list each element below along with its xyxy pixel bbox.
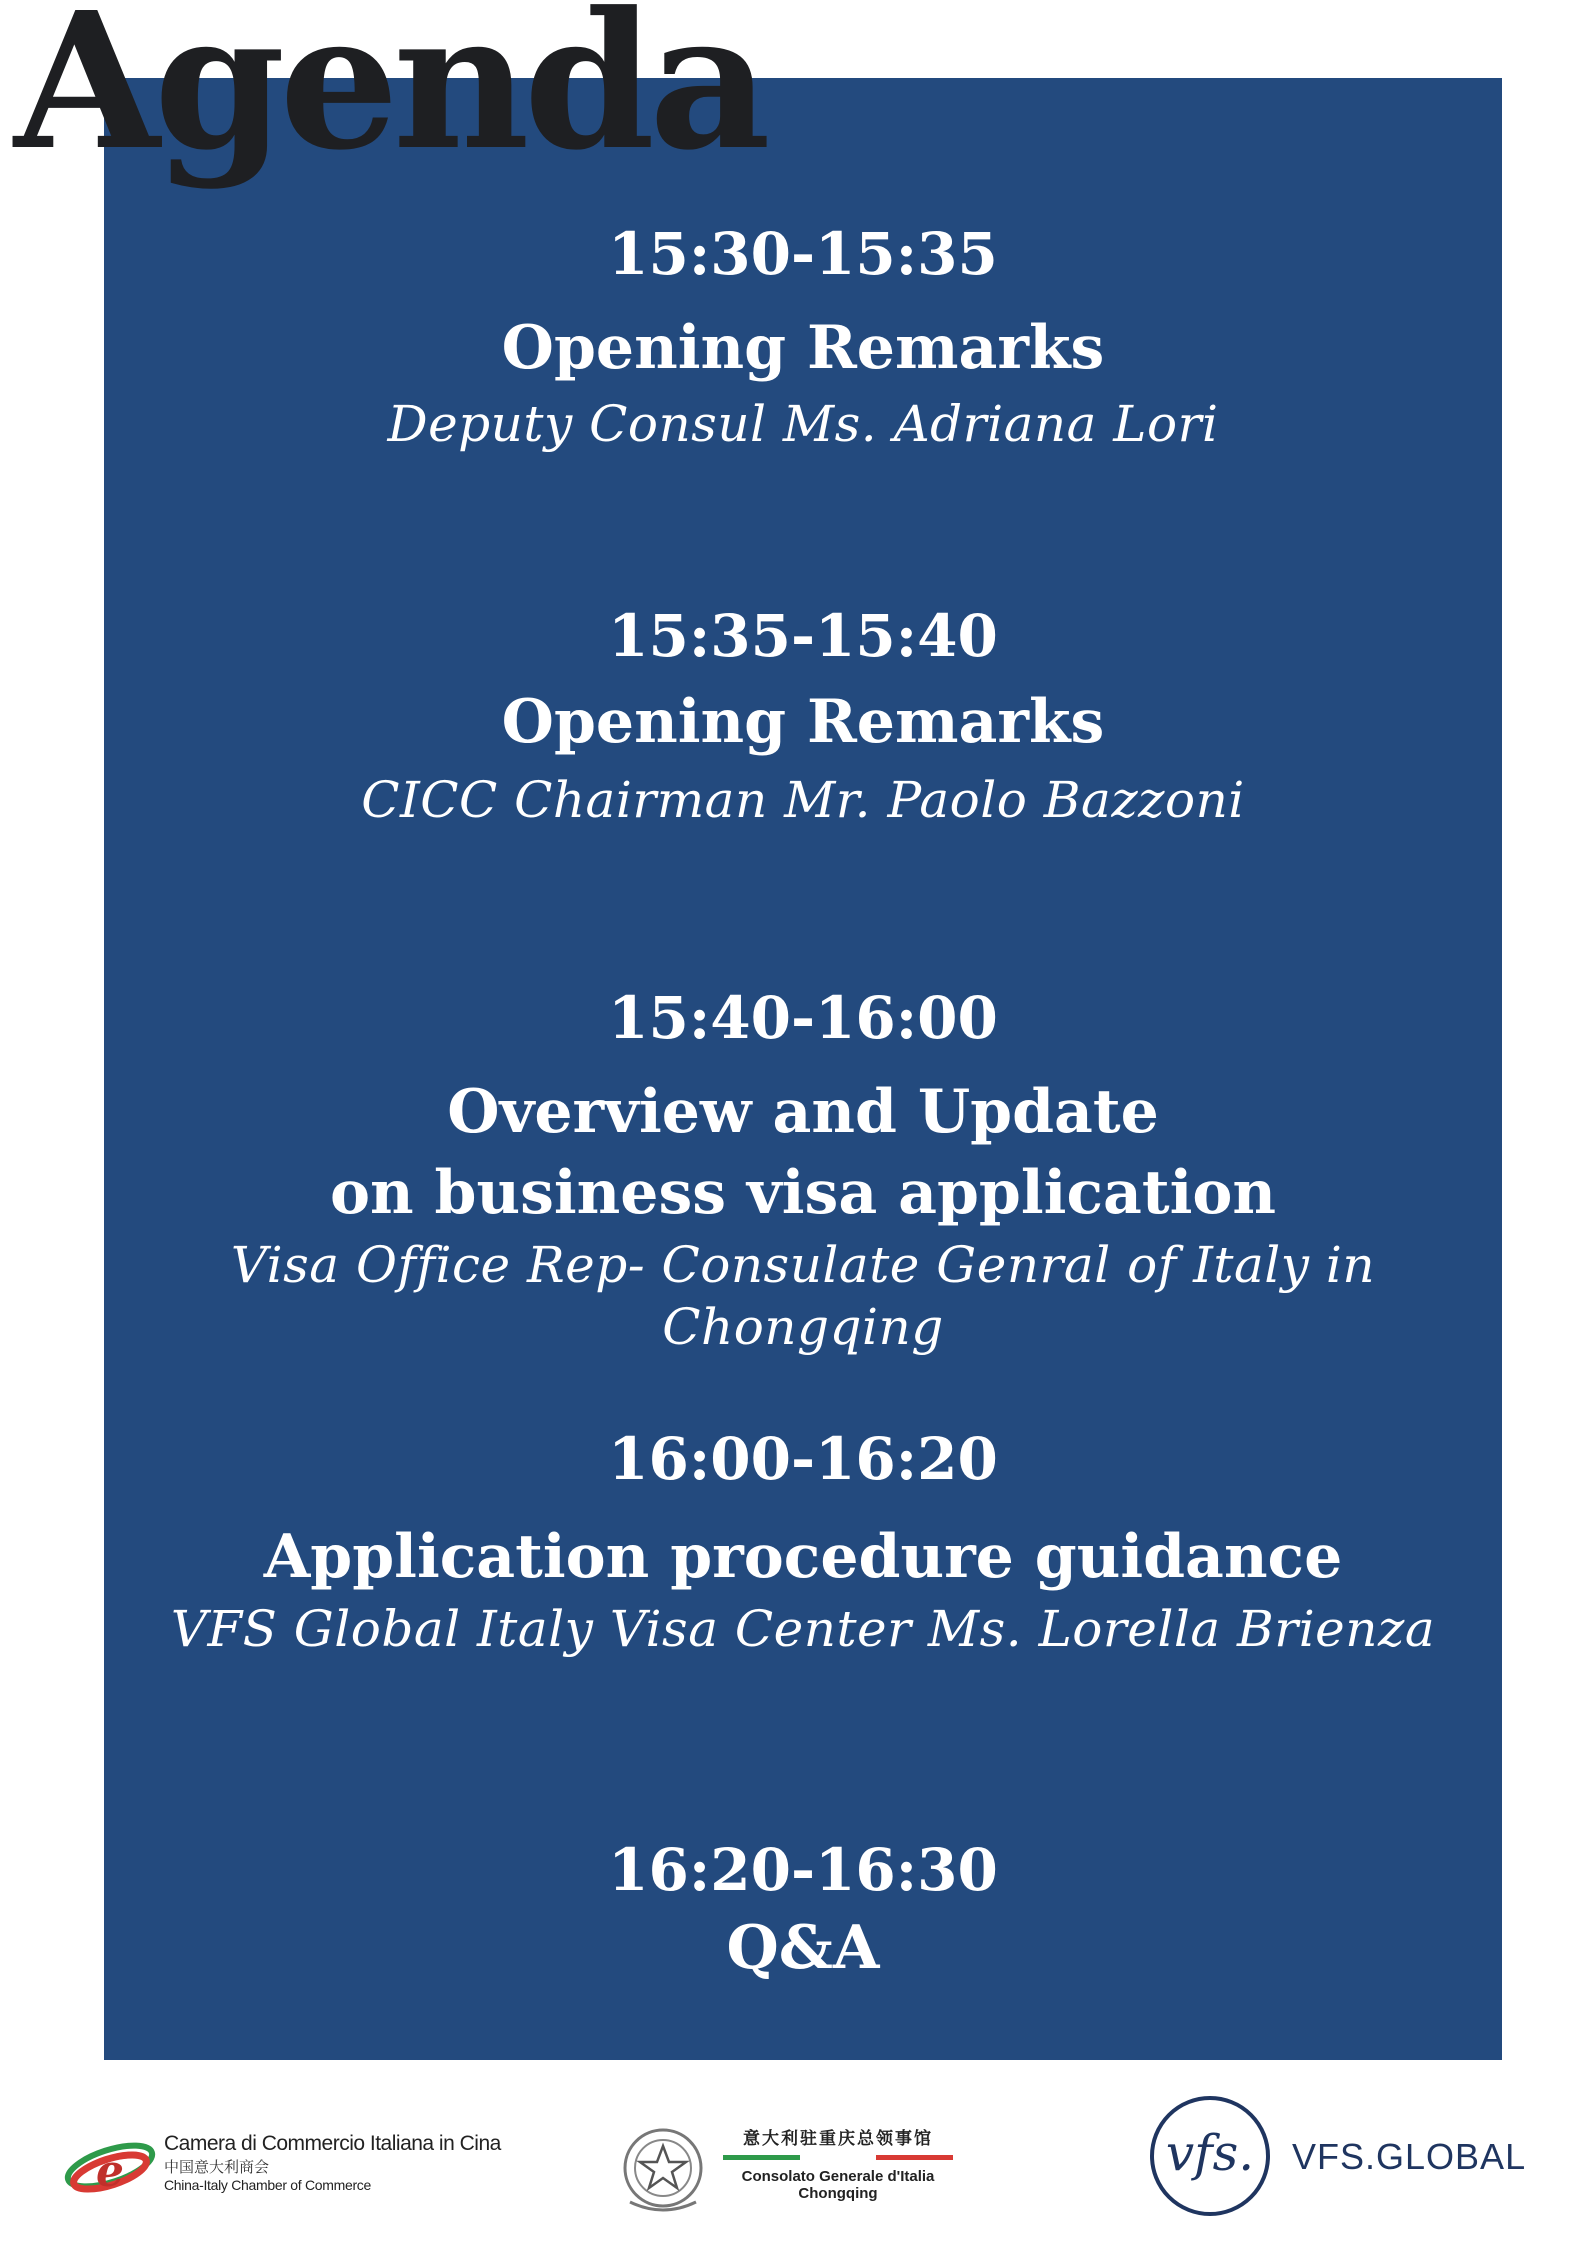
agenda-topic: Application procedure guidance [263, 1521, 1343, 1592]
agenda-topic: Overview and Update [447, 1076, 1159, 1147]
consulate-name-it: Consolato Generale d'Italia [741, 2168, 935, 2185]
agenda-item [104, 984, 1502, 1359]
consulate-city: Chongqing [798, 2185, 878, 2202]
logos-footer [0, 2060, 1587, 2245]
agenda-speaker: Visa Office Rep- Consulate Genral of Italy in Chongqing [230, 1235, 1376, 1357]
agenda-time: 15:35-15:40 [608, 602, 998, 670]
agenda-item [104, 1425, 1502, 1660]
agenda-speaker: CICC Chairman Mr. Paolo Bazzoni [361, 770, 1245, 829]
vfs-mark: vfs. [1165, 2124, 1255, 2182]
agenda-time: 15:40-16:00 [608, 984, 998, 1052]
cicc-emblem-icon [60, 2132, 160, 2202]
agenda-time: 15:30-15:35 [608, 220, 998, 288]
cicc-name-zh: 中国意大利商会 [164, 2158, 270, 2176]
agenda-topic-line2: on business visa application [329, 1157, 1277, 1228]
agenda-speaker: Deputy Consul Ms. Adriana Lori [387, 394, 1219, 453]
page-title: Agenda [14, 0, 765, 192]
italian-flag-bar [723, 2155, 953, 2160]
vfs-wordmark: VFS.GLOBAL [1292, 2136, 1527, 2177]
agenda-topic: Opening Remarks [501, 686, 1105, 757]
agenda-time: 16:00-16:20 [608, 1425, 998, 1493]
agenda-item [104, 602, 1502, 831]
agenda-item [104, 1836, 1502, 1989]
cicc-name-en: China-Italy Chamber of Commerce [164, 2177, 371, 2193]
agenda-speaker: VFS Global Italy Visa Center Ms. Lorella Brienza [170, 1599, 1436, 1658]
agenda-topic: Opening Remarks [501, 312, 1105, 383]
agenda-topic: Q&A [726, 1912, 880, 1983]
consulate-name-zh: 意大利驻重庆总领事馆 [743, 2129, 933, 2149]
agenda-time: 16:20-16:30 [608, 1836, 998, 1904]
consulate-text [718, 2124, 958, 2202]
cicc-logo [60, 2132, 160, 2206]
vfs-logo [1148, 2094, 1272, 2222]
cicc-name-it: Camera di Commercio Italiana in Cina [164, 2132, 501, 2155]
agenda-item [104, 220, 1502, 455]
italy-emblem [618, 2122, 708, 2221]
cicc-text [164, 2132, 501, 2193]
italy-emblem-icon [618, 2122, 708, 2217]
svg-text:e: e [96, 2146, 124, 2197]
